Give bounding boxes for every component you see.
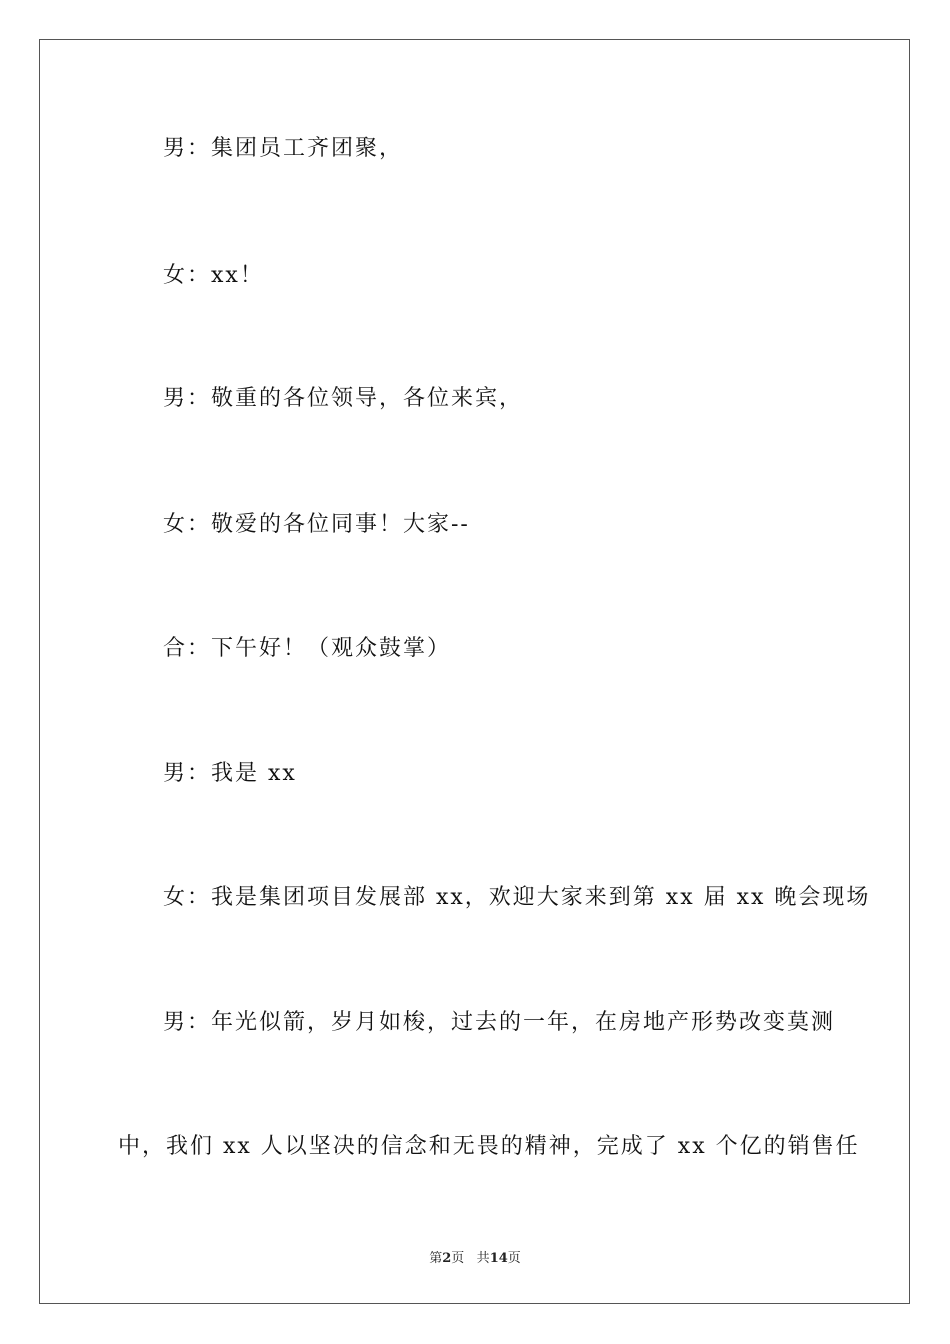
footer-page-number: 2 xyxy=(442,1251,452,1266)
footer-total-pages: 14 xyxy=(489,1251,508,1266)
dialogue-line-1: 男：集团员工齐团聚， xyxy=(163,136,404,161)
footer-total-suffix: 页 xyxy=(507,1251,521,1266)
page-border xyxy=(39,39,910,1304)
dialogue-line-3: 男：敬重的各位领导，各位来宾， xyxy=(163,386,524,411)
dialogue-line-8: 男：年光似箭，岁月如梭，过去的一年，在房地产形势改变莫测 xyxy=(163,1010,836,1035)
dialogue-line-6: 男：我是 xx xyxy=(163,761,297,786)
page-footer xyxy=(0,1247,950,1266)
footer-total-prefix: 共 xyxy=(476,1251,490,1266)
dialogue-line-9: 中，我们 xx 人以坚决的信念和无畏的精神，完成了 xx 个亿的销售任 xyxy=(118,1134,860,1159)
dialogue-line-7: 女：我是集团项目发展部 xx，欢迎大家来到第 xx 届 xx 晚会现场 xyxy=(163,885,871,910)
footer-page-prefix: 第 xyxy=(429,1251,443,1266)
dialogue-line-4: 女：敬爱的各位同事！大家-- xyxy=(163,512,470,537)
footer-page-suffix: 页 xyxy=(451,1251,465,1266)
dialogue-line-2: 女：xx！ xyxy=(163,263,264,288)
dialogue-line-5: 合：下午好！（观众鼓掌） xyxy=(163,636,452,661)
